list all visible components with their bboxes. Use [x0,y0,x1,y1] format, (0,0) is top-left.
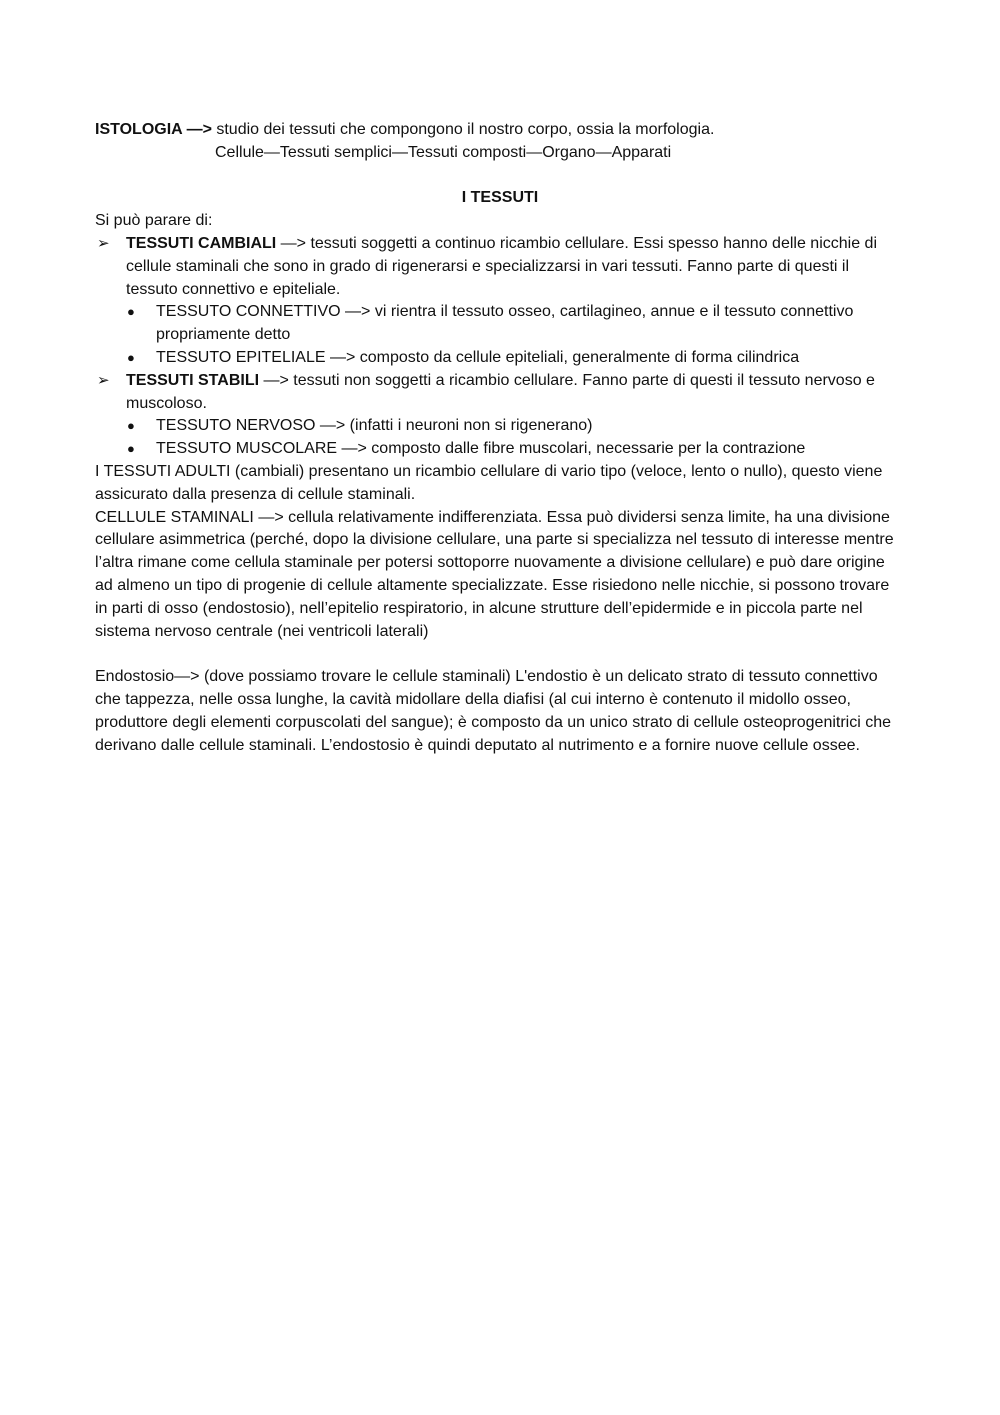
lead-text: Si può parare di: [95,212,213,230]
bullet-icon: ● [127,441,135,457]
group-text: —> tessuti soggetti a continuo ricambio cellulare. Essi spesso hanno delle nicchie di cellule staminali che sono in grado di rigenerarsi e specializzarsi in vari tessuti. Fanno parte di questi il tessuto connettivo e epiteliale. [126,234,877,298]
bullet-text: TESSUTO MUSCOLARE —> composto dalle fibre muscolari, necessarie per la contrazione [156,440,806,458]
bullet-text: TESSUTO CONNETTIVO —> vi rientra il tessuto osseo, cartilagineo, annue e il tessuto connettivo propriamente detto [156,303,854,344]
list-item-muscolare [95,438,905,461]
bullet-text: TESSUTO NERVOSO —> (infatti i neuroni non si rigenerano) [156,417,593,435]
list-item-connettivo [95,301,905,347]
list-item-cambiali [95,233,905,301]
intro-definition: studio dei tessuti che compongono il nostro corpo, ossia la morfologia. [211,121,715,138]
paragraph-adults: I TESSUTI ADULTI (cambiali) presentano un ricambio cellulare di vario tipo (veloce, lento o nullo), questo viene assicurato dalla presenza di cellule staminali. [95,462,883,503]
section-heading: I TESSUTI [461,189,539,207]
arrow-bullet-icon: ➢ [97,234,110,252]
hierarchy-line: Cellule—Tessuti semplici—Tessuti composti—Organo—Apparati [215,143,672,161]
group-term: TESSUTI STABILI [126,371,260,389]
paragraph-stem-cells: CELLULE STAMINALI —> cellula relativamente indifferenziata. Essa può dividersi senza limite, ha una divisione cellulare asimmetrica (perché, dopo la divisione cellulare, una parte si specializza nel tessuto di interesse mentre l’altra rimane come cellula staminale per potersi sottoporre nuovamente a divisione cellulare) e può dare origine ad almeno un tipo di progenie di cellule altamente specializzate. Esse risiedono nelle nicchie, si possono trovare in parti di osso (endostosio), nell’epitelio respiratorio, in alcune strutture dell’epidermide e in piccola parte nel sistema nervoso centrale (nei ventricoli laterali) [95,508,894,640]
bullet-icon: ● [127,418,135,434]
arrow-bullet-icon: ➢ [97,371,110,389]
paragraph-endosteum: Endostosio—> (dove possiamo trovare le cellule staminali) L'endostio è un delicato strato di tessuto connettivo che tappezza, nelle ossa lunghe, la cavità midollare della diafisi (al cui interno è contenuto il midollo osseo, produttore degli elementi corpuscolati del sangue); è composto da un unico strato di cellule osteoprogenitrici che derivano dalle cellule staminali. L’endostosio è quindi deputato al nutrimento e a fornire nuove cellule ossee. [95,668,892,754]
bullet-text: TESSUTO EPITELIALE —> composto da cellule epiteliali, generalmente di forma cilindrica [156,348,800,366]
list-item-epiteliale [95,347,905,370]
intro-term: ISTOLOGIA —> [95,121,212,138]
document-page [95,119,905,757]
group-term: TESSUTI CAMBIALI [126,234,277,252]
list-item-nervoso [95,415,905,438]
blank-line [95,643,905,666]
bullet-icon: ● [127,304,135,320]
list-item-stabili [95,370,905,416]
bullet-icon: ● [127,349,135,365]
group-text: —> tessuti non soggetti a ricambio cellulare. Fanno parte di questi il tessuto nervoso e muscoloso. [126,371,875,412]
intro-line [95,119,905,142]
